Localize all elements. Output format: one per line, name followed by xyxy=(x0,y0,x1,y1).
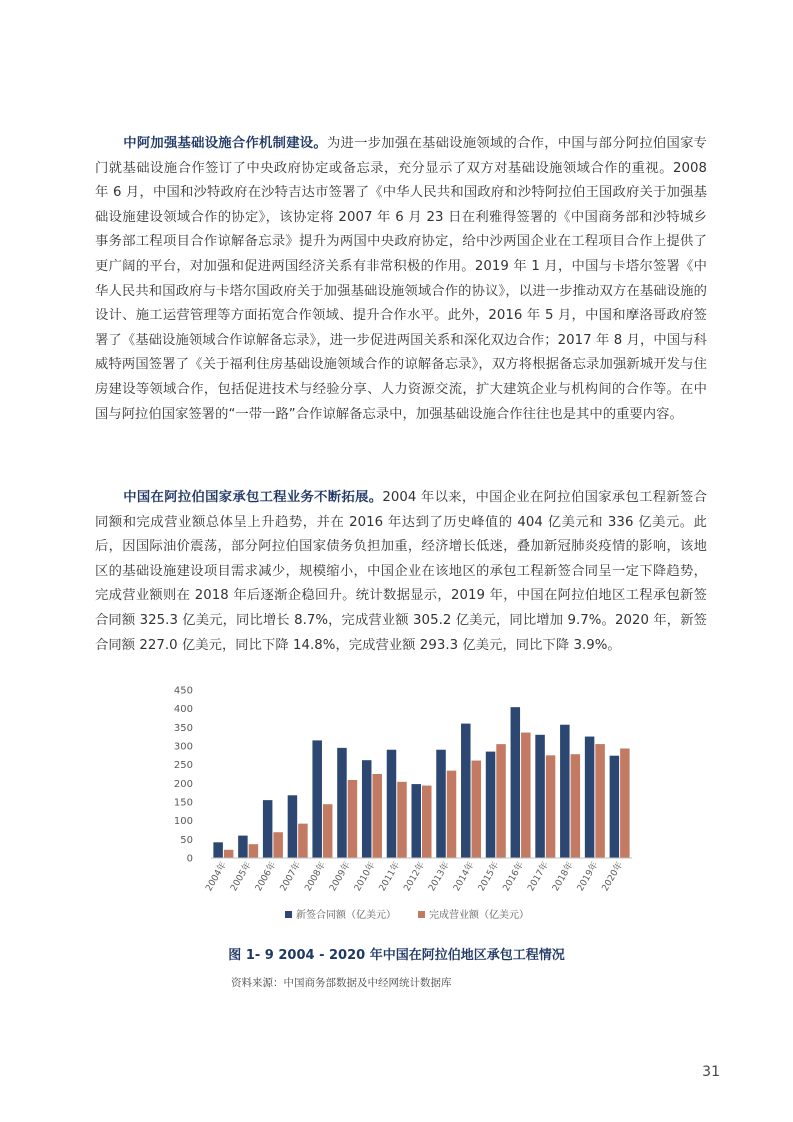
paragraph-lead: 中国在阿拉伯国家承包工程业务不断拓展。 xyxy=(123,490,383,505)
bar-completed-revenue-2019年 xyxy=(595,744,605,858)
bar-completed-revenue-2010年 xyxy=(372,774,382,858)
bar-new-contracts-2009年 xyxy=(337,748,347,858)
y-tick-label: 350 xyxy=(173,722,193,734)
bar-completed-revenue-2013年 xyxy=(447,771,457,858)
bar-new-contracts-2007年 xyxy=(288,795,298,858)
x-tick-label: 2013年 xyxy=(427,860,452,894)
paragraph-lead: 中阿加强基础设施合作机制建设。 xyxy=(123,136,327,151)
bar-completed-revenue-2008年 xyxy=(323,804,333,858)
legend-label: 完成营业额（亿美元） xyxy=(429,910,529,921)
bar-new-contracts-2005年 xyxy=(238,836,248,858)
x-tick-label: 2020年 xyxy=(600,860,626,894)
bar-completed-revenue-2005年 xyxy=(249,844,259,858)
y-tick-label: 400 xyxy=(173,704,193,716)
bar-completed-revenue-2009年 xyxy=(348,780,358,858)
bar-completed-revenue-2006年 xyxy=(273,832,283,858)
y-tick-label: 0 xyxy=(186,853,193,865)
bar-completed-revenue-2020年 xyxy=(620,749,630,858)
bar-new-contracts-2020年 xyxy=(610,756,620,858)
bar-new-contracts-2006年 xyxy=(263,800,273,858)
x-tick-label: 2019年 xyxy=(575,860,601,894)
y-tick-label: 100 xyxy=(173,816,193,828)
paragraph-contracting-business xyxy=(95,486,707,658)
source-note: 资料来源：中国商务部数据及中经网统计数据库 xyxy=(231,977,452,989)
x-tick-label: 2006年 xyxy=(253,860,279,894)
x-tick-label: 2015年 xyxy=(476,860,502,894)
x-tick-label: 2017年 xyxy=(526,860,551,894)
y-tick-label: 200 xyxy=(173,778,193,790)
x-tick-label: 2014年 xyxy=(452,860,477,894)
x-tick-label: 2009年 xyxy=(328,860,353,894)
bar-new-contracts-2012年 xyxy=(412,784,422,858)
bar-new-contracts-2010年 xyxy=(362,760,372,858)
x-tick-label: 2008年 xyxy=(303,860,329,894)
x-tick-label: 2011年 xyxy=(377,860,403,894)
bar-new-contracts-2013年 xyxy=(436,750,446,858)
bar-new-contracts-2011年 xyxy=(387,750,397,858)
bar-completed-revenue-2018年 xyxy=(571,754,581,858)
bar-completed-revenue-2011年 xyxy=(397,782,407,858)
y-tick-label: 300 xyxy=(173,741,193,753)
legend-swatch xyxy=(285,911,292,918)
page-number: 31 xyxy=(702,1064,720,1080)
y-tick-label: 150 xyxy=(173,797,193,809)
bar-completed-revenue-2007年 xyxy=(298,824,308,858)
bar-new-contracts-2004年 xyxy=(213,842,223,858)
bar-new-contracts-2014年 xyxy=(461,724,471,858)
x-tick-label: 2010年 xyxy=(352,860,378,894)
x-tick-label: 2018年 xyxy=(551,860,576,894)
y-tick-label: 450 xyxy=(173,685,193,697)
bar-completed-revenue-2004年 xyxy=(224,850,234,858)
x-tick-label: 2005年 xyxy=(229,860,254,894)
x-tick-label: 2012年 xyxy=(402,860,428,894)
bar-completed-revenue-2017年 xyxy=(546,755,556,858)
x-tick-label: 2007年 xyxy=(278,860,304,894)
legend-swatch xyxy=(418,911,425,918)
bar-completed-revenue-2015年 xyxy=(496,744,506,858)
bar-new-contracts-2016年 xyxy=(511,707,521,858)
paragraph-infrastructure-cooperation xyxy=(95,132,707,427)
bar-completed-revenue-2014年 xyxy=(472,761,482,858)
y-tick-label: 250 xyxy=(173,760,193,772)
bar-completed-revenue-2012年 xyxy=(422,786,432,858)
x-tick-label: 2016年 xyxy=(501,860,527,894)
bar-completed-revenue-2016年 xyxy=(521,733,531,858)
paragraph-body: 2004 年以来，中国企业在阿拉伯国家承包工程新签合同额和完成营业额总体呈上升趋势，并在 2016 年达到了历史峰值的 404 亿美元和 336 亿美元。此后，因国际油价震荡，部分阿拉伯国家债务负担加重，经济增长低迷，叠加新冠肺炎疫情的影响，该地区的基础设施建设项目需求减少，规模缩小，中国企业在该地区的承包工程新签合同呈一定下降趋势，完成营业额则在 2018 年后逐渐企稳回升。统计数据显示，2019 年，中国在阿拉伯地区工程承包新签合同额 325.3 亿美元，同比增长 8.7%，完成营业额 305.2 亿美元，同比增加 9.7%。2020 年，新签合同额 227.0 亿美元，同比下降 14.8%，完成营业额 293.3 亿美元，同比下降 3.9%。 xyxy=(95,490,708,653)
bar-new-contracts-2018年 xyxy=(560,725,570,858)
x-tick-label: 2004年 xyxy=(204,860,229,894)
contract-bar-chart xyxy=(160,675,640,930)
legend-label: 新签合同额（亿美元） xyxy=(296,910,396,921)
bar-new-contracts-2015年 xyxy=(486,752,496,858)
bar-new-contracts-2008年 xyxy=(312,740,322,858)
y-tick-label: 50 xyxy=(180,834,193,846)
paragraph-body: 为进一步加强在基础设施领域的合作，中国与部分阿拉伯国家专门就基础设施合作签订了中央政府协定或备忘录，充分显示了双方对基础设施领域合作的重视。2008 年 6 月，中国和沙特政府在沙特吉达市签署了《中华人民共和国政府和沙特阿拉伯王国政府关于加强基础设施建设领域合作的协定》，该协定将 2007 年 6 月 23 日在利雅得签署的《中国商务部和沙特城乡事务部工程项目合作谅解备忘录》提升为两国中央政府协定，给中沙两国企业在工程项目合作上提供了更广阔的平台，对加强和促进两国经济关系有非常积极的作用。2019 年 1 月，中国与卡塔尔签署《中华人民共和国政府与卡塔尔国政府关于加强基础设施领域合作的协议》，以进一步推动双方在基础设施的设计、施工运营管理等方面拓宽合作领域、提升合作水平。此外，2016 年 5 月，中国和摩洛哥政府签署了《基础设施领域合作谅解备忘录》，进一步促进两国关系和深化双边合作；2017 年 8 月，中国与科威特两国签署了《关于福利住房基础设施领域合作的谅解备忘录》，双方将根据备忘录加强新城开发与住房建设等领域合作，包括促进技术与经验分享、人力资源交流，扩大建筑企业与机构间的合作等。在中国与阿拉伯国家签署的“一带一路”合作谅解备忘录中，加强基础设施合作往往也是其中的重要内容。 xyxy=(95,136,707,422)
bar-new-contracts-2019年 xyxy=(585,737,595,858)
bar-new-contracts-2017年 xyxy=(535,735,545,858)
figure-title: 图 1- 9 2004 - 2020 年中国在阿拉伯地区承包工程情况 xyxy=(228,948,565,963)
